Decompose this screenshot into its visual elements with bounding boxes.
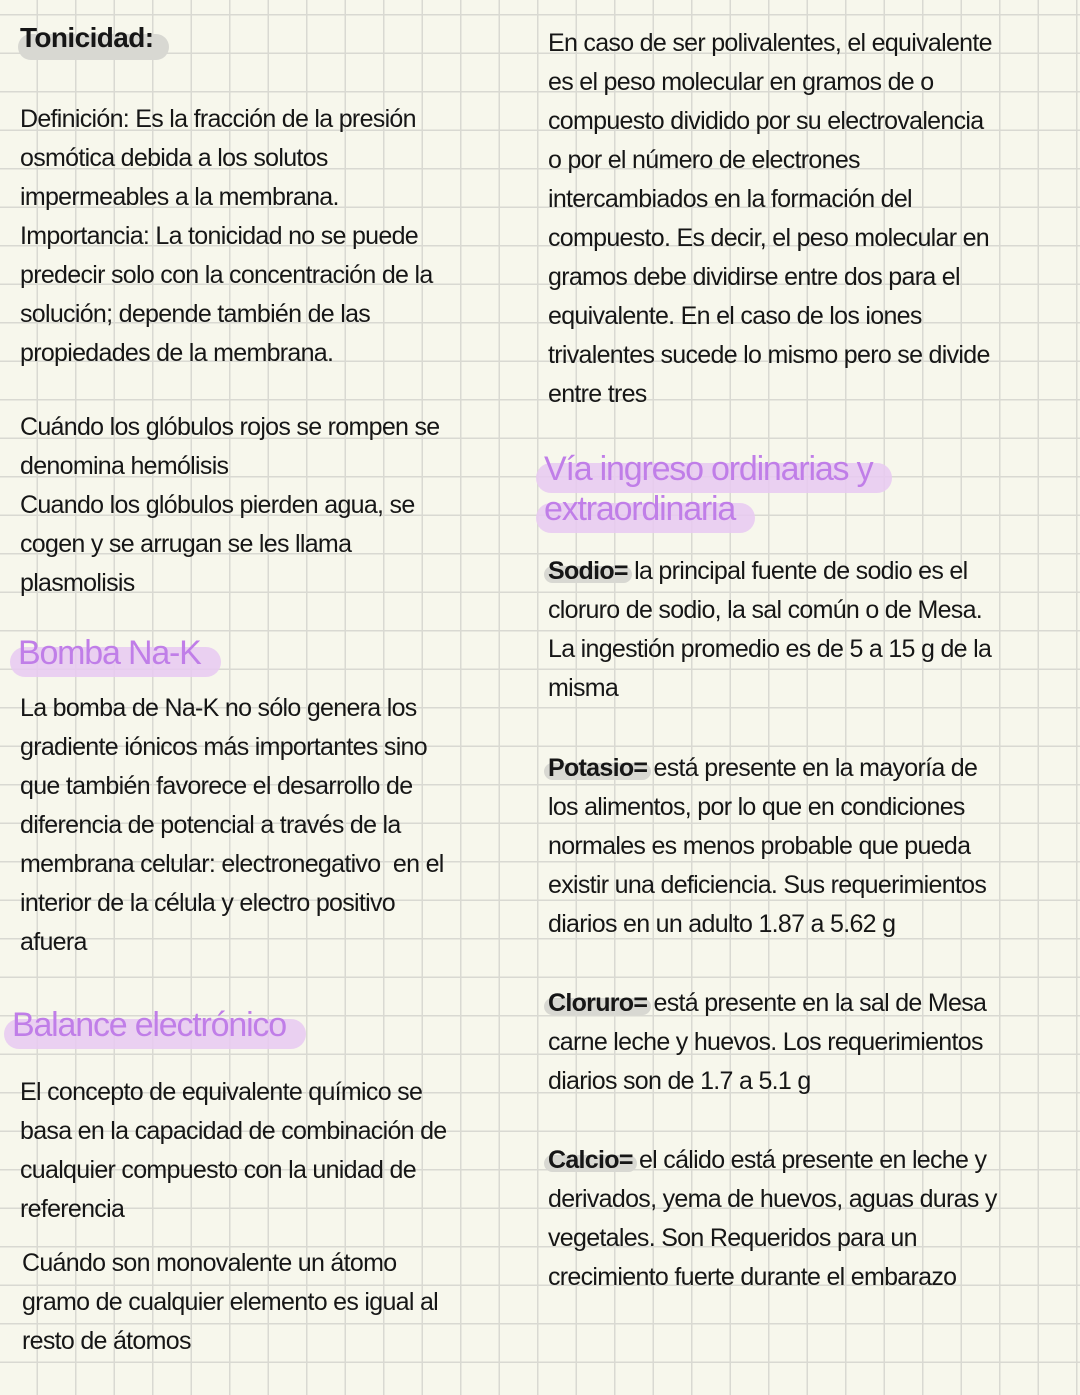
text-line [548, 827, 986, 866]
line-text: cualquier compuesto con la unidad de [20, 1156, 416, 1184]
text-line [548, 1219, 997, 1258]
heading-tonicidad: Tonicidad: [20, 22, 154, 53]
text-line [20, 1112, 447, 1151]
line-text: Cuando los glóbulos pierden agua, se [20, 491, 415, 519]
line-text: compuesto dividido por su electrovalencia [548, 107, 984, 135]
lead-term: Potasio= [548, 754, 648, 782]
line-text: diarios en un adulto 1.87 a 5.62 g [548, 910, 896, 938]
line-text: diarios son de 1.7 a 5.1 g [548, 1067, 811, 1095]
text-line [20, 408, 440, 447]
line-text: La ingestión promedio es de 5 a 15 g de la [548, 635, 992, 663]
paragraph-hemolisis [20, 408, 440, 603]
line-text: existir una deficiencia. Sus requerimientos [548, 871, 987, 899]
text-line [548, 219, 992, 258]
lead-term: Cloruro= [548, 989, 648, 1017]
line-text: El concepto de equivalente químico se [20, 1078, 423, 1106]
text-line [548, 669, 991, 708]
line-text: plasmolisis [20, 569, 135, 597]
paragraph-bomba-text [20, 689, 444, 962]
line-text: está presente en la mayoría de [647, 754, 978, 782]
line-text: gradiente iónicos más importantes sino [20, 733, 427, 761]
text-line [20, 178, 433, 217]
heading-text: Vía ingreso ordinarias y [544, 450, 873, 488]
line-text: que también favorece el desarrollo de [20, 772, 413, 800]
heading-text: Bomba Na-K [18, 634, 201, 672]
paragraph-equivalente [20, 1073, 447, 1229]
line-text: normales es menos probable que pueda [548, 832, 971, 860]
line-text: Cuándo son monovalente un átomo [22, 1249, 397, 1277]
line-text: gramos debe dividirse entre dos para el [548, 263, 960, 291]
text-line [22, 1244, 438, 1283]
line-text: predecir solo con la concentración de la [20, 261, 433, 289]
text-line [548, 866, 986, 905]
text-line [548, 591, 991, 630]
paragraph-cloruro [548, 984, 986, 1101]
line-text: resto de átomos [22, 1327, 191, 1355]
text-line [548, 297, 992, 336]
text-line [20, 806, 444, 845]
line-text: impermeables a la membrana. [20, 183, 339, 211]
text-line [548, 749, 986, 788]
line-text: derivados, yema de huevos, aguas duras y [548, 1185, 997, 1213]
heading-bomba-na-k [18, 633, 201, 673]
line-text: vegetales. Son Requeridos para un [548, 1224, 917, 1252]
text-line [20, 767, 444, 806]
text-line [20, 1190, 447, 1229]
text-line [22, 1322, 438, 1361]
line-text: misma [548, 674, 619, 702]
line-text: basa en la capacidad de combinación de [20, 1117, 447, 1145]
text-line [22, 1283, 438, 1322]
line-text: diferencia de potencial a través de la [20, 811, 401, 839]
line-text: Definición: Es la fracción de la presión [20, 105, 416, 133]
text-line [548, 180, 992, 219]
line-text: referencia [20, 1195, 125, 1223]
lead-term: Calcio= [548, 1146, 633, 1174]
line-text: Cuándo los glóbulos rojos se rompen se [20, 413, 440, 441]
line-text: En caso de ser polivalentes, el equivalente [548, 29, 992, 57]
text-line [20, 728, 444, 767]
text-line [548, 788, 986, 827]
line-text: propiedades de la membrana. [20, 339, 334, 367]
text-line [20, 1151, 447, 1190]
line-text: compuesto. Es decir, el peso molecular en [548, 224, 989, 252]
paragraph-calcio [548, 1141, 997, 1297]
line-text: carne leche y huevos. Los requerimientos [548, 1028, 983, 1056]
heading-balance-electronico [12, 1005, 286, 1045]
paragraph-polivalentes [548, 24, 992, 414]
paragraph-monovalente [22, 1244, 438, 1361]
heading-text: extraordinaria [544, 490, 736, 528]
text-line [20, 139, 433, 178]
text-line [20, 447, 440, 486]
line-text: La bomba de Na-K no sólo genera los [20, 694, 417, 722]
line-text: denomina hemólisis [20, 452, 229, 480]
heading-text: Balance electrónico [12, 1006, 286, 1044]
line-text: entre tres [548, 380, 647, 408]
text-line [20, 564, 440, 603]
text-line [548, 63, 992, 102]
text-line [20, 295, 433, 334]
text-line [20, 525, 440, 564]
text-line [548, 1023, 986, 1062]
line-text: afuera [20, 928, 87, 956]
text-line [548, 375, 992, 414]
text-line [548, 905, 986, 944]
text-line [548, 630, 991, 669]
text-line [548, 984, 986, 1023]
line-text: los alimentos, por lo que en condiciones [548, 793, 965, 821]
line-text: interior de la célula y electro positivo [20, 889, 395, 917]
text-line [548, 1141, 997, 1180]
line-text: osmótica debida a los solutos [20, 144, 328, 172]
line-text: Importancia: La tonicidad no se puede [20, 222, 419, 250]
text-line [548, 1258, 997, 1297]
text-line [20, 217, 433, 256]
text-line [20, 1073, 447, 1112]
heading-via-ingreso [544, 449, 872, 489]
text-line [20, 256, 433, 295]
lead-term: Sodio= [548, 557, 628, 585]
line-text: membrana celular: electronegativo en el [20, 850, 444, 878]
paragraph-definicion [20, 100, 433, 373]
heading-via-ingreso-2 [544, 489, 735, 529]
text-line [548, 258, 992, 297]
text-line [20, 486, 440, 525]
line-text: la principal fuente de sodio es el [627, 557, 968, 585]
text-line [548, 24, 992, 63]
line-text: o por el número de electrones [548, 146, 860, 174]
paragraph-sodio [548, 552, 991, 708]
line-text: cogen y se arrugan se les llama [20, 530, 352, 558]
line-text: está presente en la sal de Mesa [647, 989, 987, 1017]
text-line [548, 336, 992, 375]
text-line [548, 102, 992, 141]
paragraph-potasio [548, 749, 986, 944]
text-line [20, 884, 444, 923]
line-text: intercambiados en la formación del [548, 185, 912, 213]
line-text: trivalentes sucede lo mismo pero se divide [548, 341, 990, 369]
line-text: solución; depende también de las [20, 300, 371, 328]
text-line [20, 334, 433, 373]
text-line [20, 689, 444, 728]
text-line [20, 100, 433, 139]
line-text: equivalente. En el caso de los iones [548, 302, 922, 330]
line-text: cloruro de sodio, la sal común o de Mesa. [548, 596, 983, 624]
text-line [548, 141, 992, 180]
line-text: gramo de cualquier elemento es igual al [22, 1288, 439, 1316]
line-text: crecimiento fuerte durante el embarazo [548, 1263, 957, 1291]
line-text: es el peso molecular en gramos de o [548, 68, 934, 96]
text-line [548, 552, 991, 591]
text-line [20, 923, 444, 962]
text-line [548, 1180, 997, 1219]
text-line [548, 1062, 986, 1101]
line-text: el cálido está presente en leche y [632, 1146, 987, 1174]
text-line [20, 845, 444, 884]
